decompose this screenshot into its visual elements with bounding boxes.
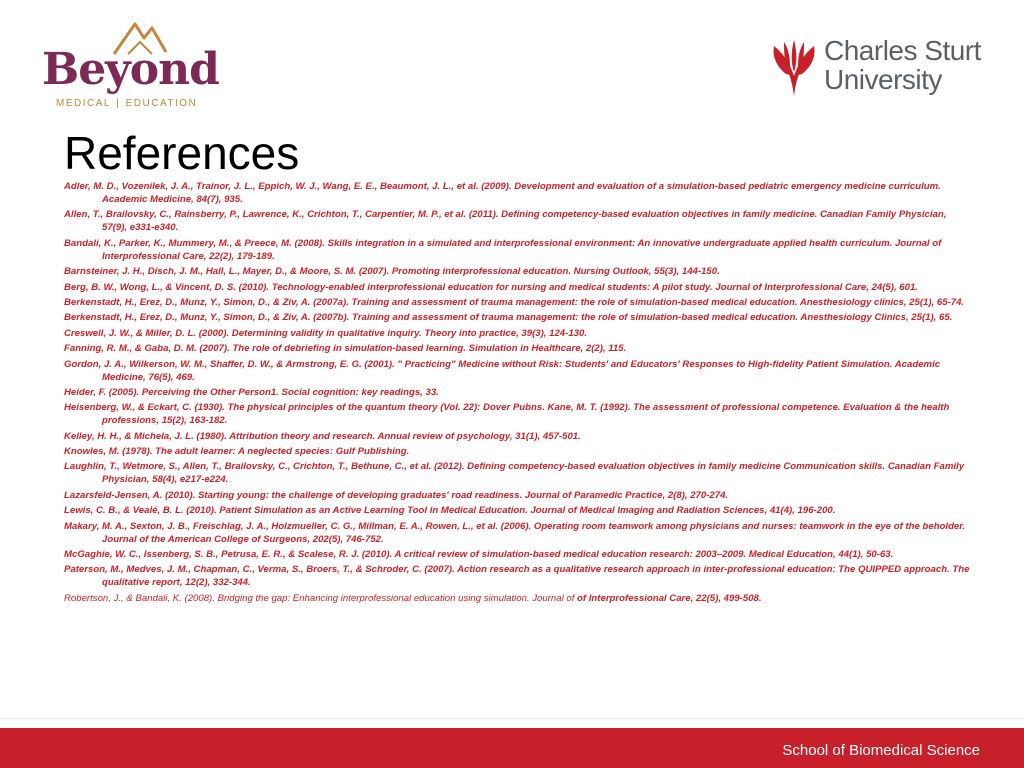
reference-item: Berg, B. W., Wong, L., & Vincent, D. S. (2010). Technology-enabled interprofessional education for nursing and medical students: A pilot study. Journal of Interprofessional Care, 24(5), 601.	[64, 281, 918, 293]
reference-item: Bandali, K., Parker, K., Mummery, M., & Preece, M. (2008). Skills integration in a simulated and interprofessional environment: An innovative undergraduate applied health curriculum. Journal of Interprofessional Care, 22(2), 179-189.	[64, 237, 942, 262]
csu-name-line2: University	[824, 64, 942, 95]
footer-divider	[0, 718, 1024, 719]
reference-item: Gordon, J. A., Wilkerson, W. M., Shaffer, D. W., & Armstrong, E. G. (2001). " Practicing" Medicine without Risk: Students' and Educators' Responses to High-fidelity Patient Simulation. Academic Medicine, 76(5), 469.	[64, 358, 941, 383]
reference-item: Berkenstadt, H., Erez, D., Munz, Y., Simon, D., & Ziv, A. (2007b). Training and assessment of trauma management: the role of simulation-based medical education. Anesthesiology Clinics, 25(1), 65.	[64, 312, 953, 324]
beyond-tagline	[56, 98, 197, 109]
reference-item: Heider, F. (2005). Perceiving the Other Person1. Social cognition: key readings, 33.	[64, 386, 439, 398]
reference-item: Kelley, H. H., & Michela, J. L. (1980). Attribution theory and research. Annual review of psychology, 31(1), 457-501.	[64, 430, 581, 442]
csu-name-line1: Charles Sturt	[824, 35, 981, 66]
beyond-wordmark: Beyond	[42, 44, 219, 95]
reference-item: Paterson, M., Medves, J. M., Chapman, C., Verma, S., Broers, T., & Schroder, C. (2007). Action research as a qualitative research approach in inter-professional education: The QUIPPED approach. The qualitative report, 12(2), 332-344.	[64, 564, 970, 589]
reference-item: Knowles, M. (1978). The adult learner: A neglected species: Gulf Publishing.	[64, 446, 410, 458]
reference-item: Fanning, R. M., & Gaba, D. M. (2007). The role of debriefing in simulation-based learning. Simulation in Healthcare, 2(2), 115.	[64, 343, 627, 355]
beyond-tagline-left: MEDICAL	[56, 98, 111, 109]
reference-item: Lazarsfeld-Jensen, A. (2010). Starting young: the challenge of developing graduates' road readiness. Journal of Paramedic Practice, 2(8), 270-274.	[64, 489, 729, 501]
reference-item: Berkenstadt, H., Erez, D., Munz, Y., Simon, D., & Ziv, A. (2007a). Training and assessment of trauma management: the role of simulation-based medical education. Anesthesiology clinics, 25(1), 65-74.	[64, 296, 965, 308]
reference-item: Adler, M. D., Vozenilek, J. A., Trainor, J. L., Eppich, W. J., Wang, E. E., Beaumont, J. L., et al. (2009). Development and evaluation of a simulation-based pediatric emergency medicine curriculum. Academic Medicine, 84(7), 935.	[64, 181, 941, 205]
charles-sturt-university-logo	[766, 36, 996, 100]
reference-item: Barnsteiner, J. H., Disch, J. M., Hall, L., Mayer, D., & Moore, S. M. (2007). Promoting interprofessional education. Nursing Outlook, 55(3), 144-150.	[64, 266, 720, 278]
reference-item: Laughlin, T., Wetmore, S., Allen, T., Brailovsky, C., Crichton, T., Bethune, C., et al. (2012). Defining competency-based evaluation objectives in family medicine Communication skills. Canadian Family Physician, 58(4), e217-e224.	[64, 461, 965, 486]
reference-item-last	[64, 592, 974, 605]
reference-item: McGaghie, W. C., Issenberg, S. B., Petrusa, E. R., & Scalese, R. J. (2010). A critical review of simulation-based medical education research: 2003–2009. Medical Education, 44(1), 50-63.	[64, 549, 894, 561]
beyond-medical-education-logo	[40, 18, 219, 109]
reference-item: Heisenberg, W., & Eckart, C. (1930). The physical principles of the quantum theory (Vol. 22): Dover Pubns. Kane, M. T. (1992). The assessment of professional competence. Evaluation & the health professions, 15(2), 163-182.	[64, 402, 950, 427]
reference-list	[64, 180, 974, 607]
reference-last-text: Robertson, J., & Bandali, K. (2008). Bridging the gap: Enhancing interprofessional education using simulation. Journal of	[64, 592, 578, 604]
reference-item: Allen, T., Brailovsky, C., Rainsberry, P., Lawrence, K., Crichton, T., Carpentier, M. P., et al. (2011). Defining competency-based evaluation objectives in family medicine. Canadian Family Physician, 57(9), e331-e340.	[64, 209, 947, 234]
csu-waratah-emblem-icon	[766, 36, 822, 100]
reference-item: Creswell, J. W., & Miller, D. L. (2000). Determining validity in qualitative inquiry. Theory into practice, 39(3), 124-130.	[64, 327, 588, 339]
beyond-tagline-right: EDUCATION	[125, 98, 198, 109]
reference-last-tail: of Interprofessional Care, 22(5), 499-508.	[577, 592, 762, 604]
reference-item: Lewis, C. B., & Vealé, B. L. (2010). Patient Simulation as an Active Learning Tool in Medical Education. Journal of Medical Imaging and Radiation Sciences, 41(4), 196-200.	[64, 505, 836, 517]
page-title: References	[64, 127, 300, 179]
reference-item: Makary, M. A., Sexton, J. B., Freischlag, J. A., Holzmueller, C. G., Millman, E. A., Rowen, L., et al. (2006). Operating room teamwork among physicians and nurses: teamwork in the eye of the beholder. Journal of the American College of Surgeons, 202(5), 746-752.	[64, 520, 966, 545]
csu-wordmark	[824, 36, 981, 94]
tagline-separator: |	[111, 98, 125, 109]
footer-school-name: School of Biomedical Science	[782, 742, 980, 759]
